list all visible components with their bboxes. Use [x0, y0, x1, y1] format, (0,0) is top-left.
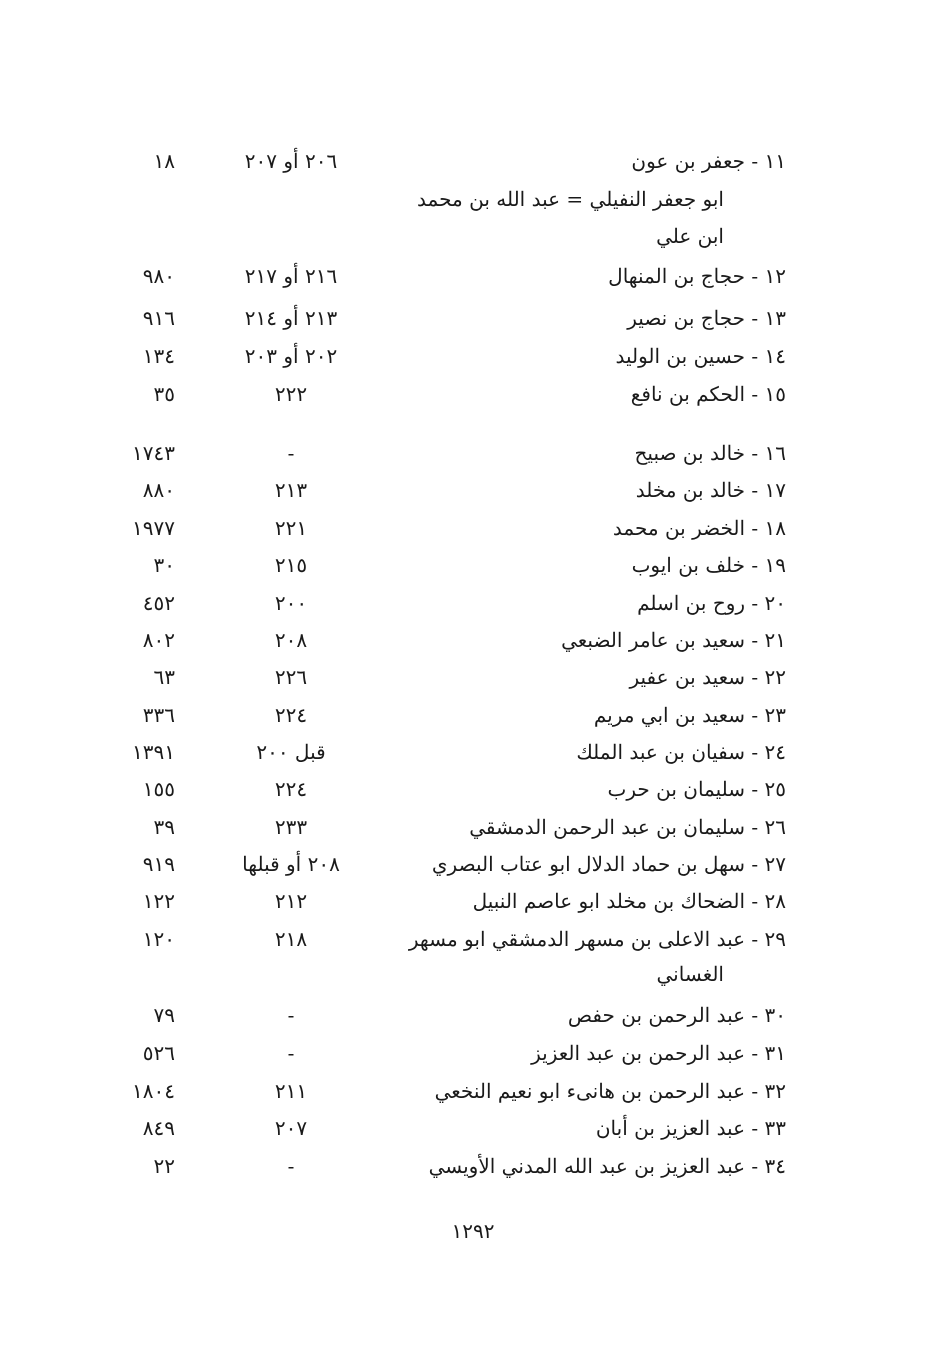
death-year: - — [287, 1041, 295, 1065]
narrator-name: ٢٠ - روح بن اسلم — [637, 591, 786, 615]
table-row — [0, 547, 946, 583]
death-year: ٢٠٦ أو ٢٠٧ — [244, 149, 338, 173]
narrator-name: ٢٧ - سهل بن حماد الدلال ابو عتاب البصري — [431, 852, 786, 876]
death-year: ٢٢٤ — [274, 703, 308, 727]
table-row — [0, 376, 946, 412]
table-row — [0, 622, 946, 658]
table-row — [0, 883, 946, 919]
death-year: ٢٣٣ — [274, 815, 308, 839]
table-row — [0, 338, 946, 374]
death-year: قبل ٢٠٠ — [256, 740, 326, 764]
narrator-name: ١٥ - الحكم بن نافع — [630, 382, 786, 406]
death-year: ٢٠٧ — [274, 1116, 308, 1140]
narrator-name: ٢٤ - سفيان بن عبد الملك — [576, 740, 786, 764]
table-row — [0, 585, 946, 621]
hadith-count: ١٨٠٤ — [132, 1079, 175, 1103]
hadith-count: ٣٣٦ — [142, 703, 175, 727]
narrator-name: ١٨ - الخضر بن محمد — [612, 516, 786, 540]
death-year: ٢١٣ — [274, 478, 308, 502]
death-year: ٢٠٢ أو ٢٠٣ — [244, 344, 338, 368]
hadith-count: ٨٠٢ — [142, 628, 175, 652]
narrator-name: ٢٢ - سعيد بن عفير — [629, 665, 786, 689]
hadith-count: ٩١٦ — [142, 306, 175, 330]
hadith-count: ٨٨٠ — [142, 478, 175, 502]
narrator-name: ١٧ - خالد بن مخلد — [635, 478, 786, 502]
death-year: ٢١٦ أو ٢١٧ — [244, 264, 338, 288]
hadith-count: ٣٠ — [153, 553, 175, 577]
table-row — [0, 1148, 946, 1184]
hadith-count: ٩١٩ — [142, 852, 175, 876]
death-year: ٢٢٦ — [274, 665, 308, 689]
table-row — [0, 143, 946, 179]
hadith-count: ٧٩ — [153, 1003, 175, 1027]
table-row — [0, 300, 946, 336]
narrator-name: ٣٣ - عبد العزيز بن أبان — [595, 1116, 786, 1140]
hadith-count: ١٣٤ — [142, 344, 175, 368]
narrator-name: ٢٦ - سليمان بن عبد الرحمن الدمشقي — [469, 815, 786, 839]
hadith-count: ١٨ — [153, 149, 175, 173]
table-row — [0, 1035, 946, 1071]
hadith-count: ١٢٠ — [142, 927, 175, 951]
table-row — [0, 997, 946, 1033]
table-row — [0, 1073, 946, 1109]
narrator-name: ٢٩ - عبد الاعلى بن مسهر الدمشقي ابو مسهر — [408, 927, 786, 951]
table-row — [0, 510, 946, 546]
death-year: ٢٠٨ أو قبلها — [242, 852, 340, 876]
table-row — [0, 697, 946, 733]
table-row — [0, 472, 946, 508]
narrator-name: ٣١ - عبد الرحمن بن عبد العزيز — [531, 1041, 786, 1065]
page-number: ١٢٩٢ — [451, 1219, 495, 1243]
death-year: - — [287, 441, 295, 465]
death-year: ٢٢١ — [274, 516, 308, 540]
table-row — [0, 258, 946, 294]
narrator-name: ١٣ - حجاج بن نصير — [627, 306, 786, 330]
hadith-count: ٥٢٦ — [142, 1041, 175, 1065]
hadith-count: ١٩٧٧ — [132, 516, 175, 540]
death-year: ٢١١ — [274, 1079, 308, 1103]
death-year: ٢١٢ — [274, 889, 308, 913]
narrator-name: ٢٣ - سعيد بن ابي مريم — [593, 703, 786, 727]
hadith-count: ٢٢ — [153, 1154, 175, 1178]
death-year: - — [287, 1154, 295, 1178]
death-year: ٢١٨ — [274, 927, 308, 951]
hadith-count: ٨٤٩ — [142, 1116, 175, 1140]
death-year: ٢١٥ — [274, 553, 308, 577]
death-year: ٢٢٤ — [274, 777, 308, 801]
hadith-count: ١٣٩١ — [132, 740, 175, 764]
narrator-name: ١٤ - حسين بن الوليد — [615, 344, 786, 368]
table-row — [0, 659, 946, 695]
table-row — [0, 846, 946, 882]
hadith-count: ٦٣ — [153, 665, 175, 689]
narrator-name: ٣٤ - عبد العزيز بن عبد الله المدني الأويسي — [428, 1154, 786, 1178]
narrator-name: ١٩ - خلف بن ايوب — [631, 553, 786, 577]
narrator-name: ١١ - جعفر بن عون — [631, 149, 786, 173]
hadith-count: ٤٥٢ — [142, 591, 175, 615]
death-year: ٢٢٢ — [274, 382, 308, 406]
narrator-name: ١٢ - حجاج بن المنهال — [608, 264, 786, 288]
death-year: ٢٠٠ — [274, 591, 308, 615]
hadith-count: ٩٨٠ — [142, 264, 175, 288]
narrator-name: ٣٢ - عبد الرحمن بن هانىء ابو نعيم النخعي — [434, 1079, 786, 1103]
hadith-count: ١٧٤٣ — [132, 441, 175, 465]
name-continuation: الغساني — [656, 962, 724, 986]
hadith-count: ١٢٢ — [142, 889, 175, 913]
cross-reference-line-1: ابو جعفر النفيلي = عبد الله بن محمد — [417, 187, 724, 211]
death-year: ٢٠٨ — [274, 628, 308, 652]
narrator-name: ٢١ - سعيد بن عامر الضبعي — [561, 628, 786, 652]
hadith-count: ٣٥ — [153, 382, 175, 406]
table-row — [0, 435, 946, 471]
death-year: - — [287, 1003, 295, 1027]
narrator-name: ٣٠ - عبد الرحمن بن حفص — [567, 1003, 786, 1027]
table-row — [0, 809, 946, 845]
table-row — [0, 921, 946, 957]
table-row — [0, 771, 946, 807]
table-row — [0, 734, 946, 770]
hadith-count: ١٥٥ — [142, 777, 175, 801]
death-year: ٢١٣ أو ٢١٤ — [244, 306, 338, 330]
hadith-count: ٣٩ — [153, 815, 175, 839]
narrator-name: ١٦ - خالد بن صبيح — [634, 441, 786, 465]
narrator-name: ٢٨ - الضحاك بن مخلد ابو عاصم النبيل — [472, 889, 786, 913]
narrator-name: ٢٥ - سليمان بن حرب — [607, 777, 786, 801]
cross-reference-line-2: ابن علي — [656, 224, 724, 248]
table-row — [0, 1110, 946, 1146]
